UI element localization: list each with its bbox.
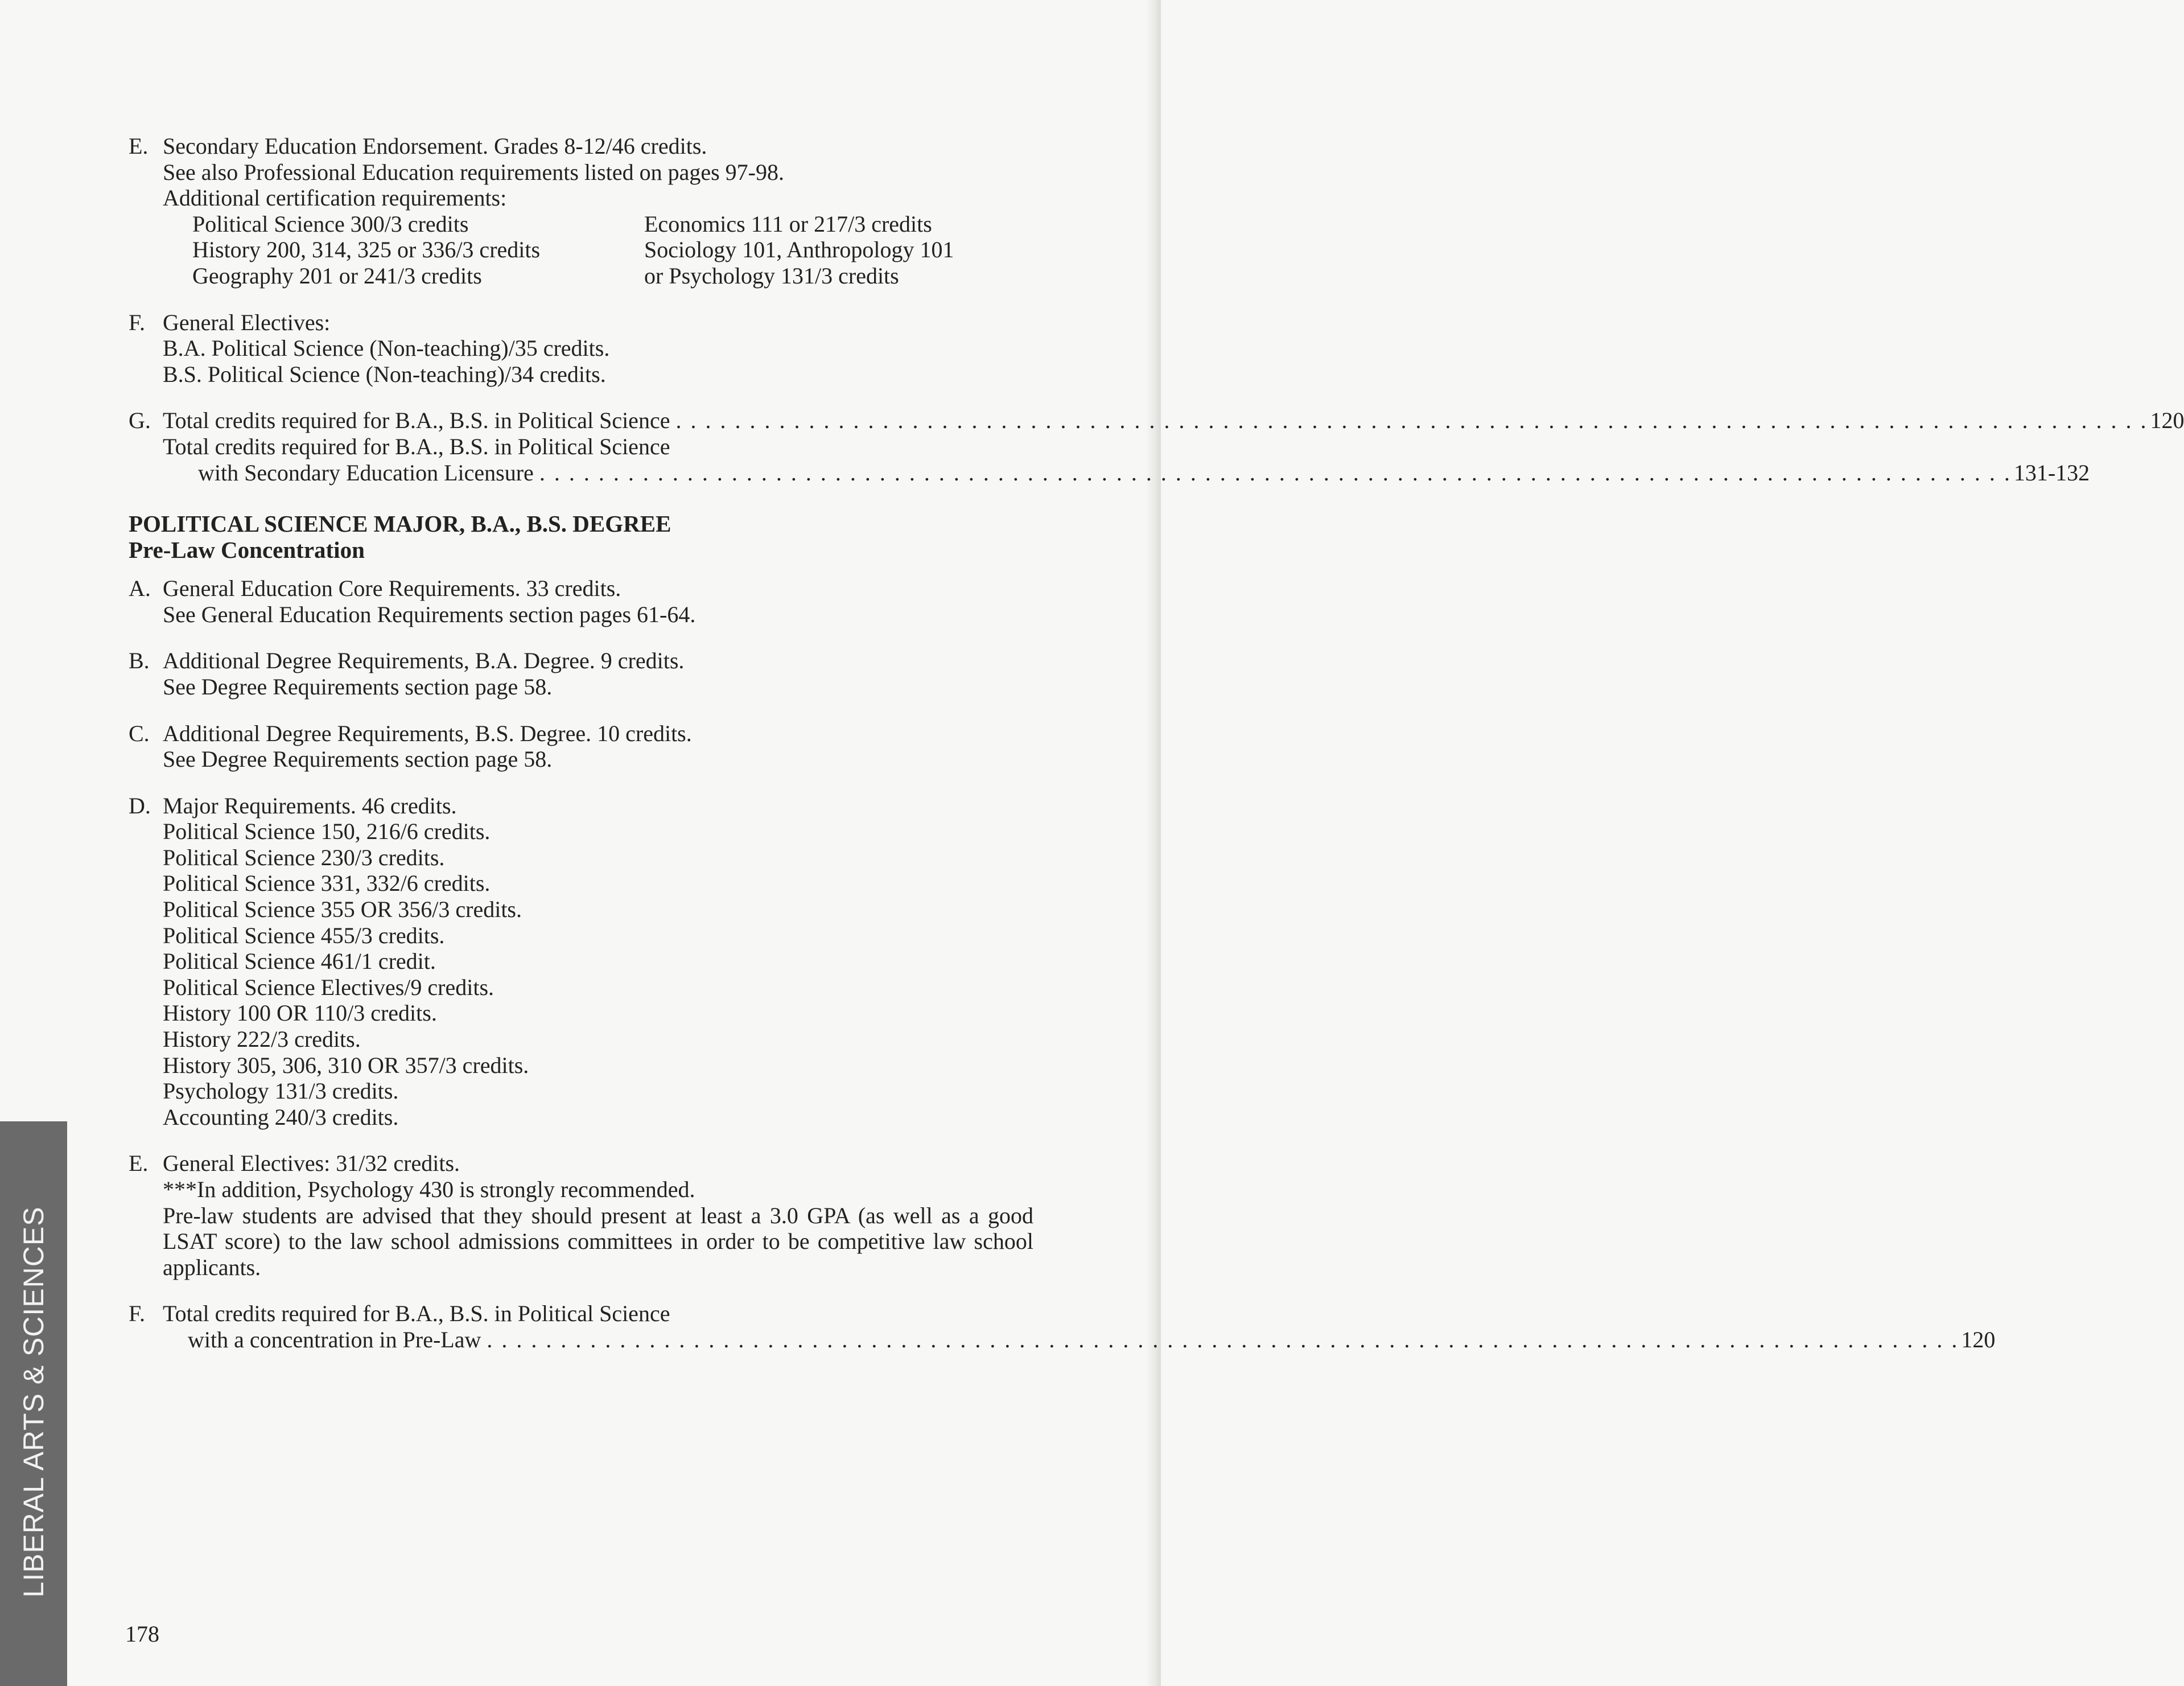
- item-b-ba-requirements: [129, 648, 1033, 700]
- course-requirement: Political Science 355 OR 356/3 credits.: [163, 897, 522, 923]
- item-letter: C.: [129, 720, 150, 746]
- course-requirement: Psychology 131/3 credits.: [163, 1078, 399, 1104]
- item-title: General Electives: 31/32 credits.: [163, 1150, 460, 1177]
- course-requirement: Political Science 150, 216/6 credits.: [163, 819, 491, 845]
- total-label: with Secondary Education Licensure: [198, 459, 534, 486]
- course-requirement: History 100 OR 110/3 credits.: [163, 1000, 437, 1026]
- item-title: Major Requirements. 46 credits.: [163, 792, 457, 819]
- item-e-general-electives: [129, 1150, 1033, 1280]
- course-requirement: Political Science 331, 332/6 credits.: [163, 870, 491, 897]
- total-label: with a concentration in Pre-Law: [188, 1326, 481, 1352]
- item-title: General Education Core Requirements. 33 credits.: [163, 575, 621, 602]
- certification-item: Political Science 300/3 credits: [192, 211, 469, 237]
- total-label: Total credits required for B.A., B.S. in Political Science: [163, 408, 670, 434]
- item-letter: F.: [129, 309, 146, 335]
- major-heading: POLITICAL SCIENCE MAJOR, B.A., B.S. DEGREE: [129, 511, 671, 537]
- total-label: Total credits required for B.A., B.S. in Political Science: [163, 1301, 670, 1327]
- item-c-bs-requirements: [129, 721, 1033, 772]
- certification-item: Economics 111 or 217/3 credits: [644, 211, 932, 237]
- page-number: 178: [125, 1621, 159, 1647]
- certification-right-column: [644, 211, 954, 289]
- course-requirement: History 305, 306, 310 OR 357/3 credits.: [163, 1052, 529, 1078]
- concentration-subheading: Pre-Law Concentration: [129, 537, 365, 564]
- item-detail: See General Education Requirements section pages 61-64.: [163, 601, 696, 627]
- total-label: Total credits required for B.A., B.S. in Political Science: [163, 433, 670, 459]
- item-letter: F.: [129, 1301, 146, 1327]
- item-f-total-credits: [129, 1301, 1996, 1352]
- total-value: 131-132: [2013, 459, 2090, 486]
- page-edge: [1146, 0, 1161, 1686]
- certification-columns: [129, 211, 1033, 289]
- certification-left-column: [192, 211, 644, 289]
- dot-leader: [675, 408, 2148, 434]
- course-requirement: Political Science 461/1 credit.: [163, 948, 436, 974]
- item-detail: Additional certification requirements:: [163, 185, 507, 211]
- side-tab-label: LIBERAL ARTS & SCIENCES: [18, 1206, 50, 1598]
- item-letter: A.: [129, 575, 151, 602]
- dot-leader: [539, 460, 2012, 486]
- pre-law-advice: Pre-law students are advised that they should present at least a 3.0 GPA (as well as a good LSAT score) to the law school admissions committees in order to be competitive law school applicants.: [163, 1202, 1033, 1280]
- certification-item: History 200, 314, 325 or 336/3 credits: [192, 237, 541, 263]
- item-e-secondary-education: [129, 133, 1033, 289]
- item-title: Additional Degree Requirements, B.S. Degree. 10 credits.: [163, 720, 692, 746]
- certification-item: Geography 201 or 241/3 credits: [192, 262, 482, 289]
- item-title: General Electives:: [163, 309, 331, 335]
- item-f-general-electives: [129, 310, 1033, 388]
- item-detail: B.A. Political Science (Non-teaching)/35 credits.: [163, 335, 610, 361]
- course-requirement: History 222/3 credits.: [163, 1026, 361, 1052]
- dot-leader: [487, 1327, 1959, 1353]
- item-d-major-requirements: [129, 793, 1033, 1130]
- item-letter: B.: [129, 648, 150, 674]
- course-requirement: Political Science 230/3 credits.: [163, 844, 445, 870]
- certification-item: Sociology 101, Anthropology 101: [644, 237, 954, 263]
- item-a-general-education: [129, 575, 1033, 627]
- item-g-total-credits: [129, 408, 2184, 486]
- item-letter: D.: [129, 792, 151, 819]
- course-requirement: Political Science Electives/9 credits.: [163, 974, 495, 1000]
- page-content: [129, 133, 2184, 1374]
- item-detail: See also Professional Education requirements listed on pages 97-98.: [163, 159, 784, 185]
- item-title: Secondary Education Endorsement. Grades 8-12/46 credits.: [163, 133, 707, 159]
- total-value: 120: [2150, 408, 2184, 434]
- item-detail: B.S. Political Science (Non-teaching)/34 credits.: [163, 361, 606, 387]
- item-letter: G.: [129, 408, 151, 434]
- item-detail: See Degree Requirements section page 58.: [163, 746, 553, 772]
- recommendation-note: ***In addition, Psychology 430 is strongly recommended.: [163, 1177, 695, 1202]
- item-letter: E.: [129, 1150, 149, 1177]
- item-detail: See Degree Requirements section page 58.: [163, 673, 553, 700]
- course-requirement: Accounting 240/3 credits.: [163, 1104, 399, 1130]
- certification-item: or Psychology 131/3 credits: [644, 262, 899, 289]
- item-letter: E.: [129, 133, 149, 159]
- item-title: Additional Degree Requirements, B.A. Degree. 9 credits.: [163, 648, 685, 674]
- total-value: 120: [1961, 1326, 1996, 1352]
- course-requirement: Political Science 455/3 credits.: [163, 922, 445, 948]
